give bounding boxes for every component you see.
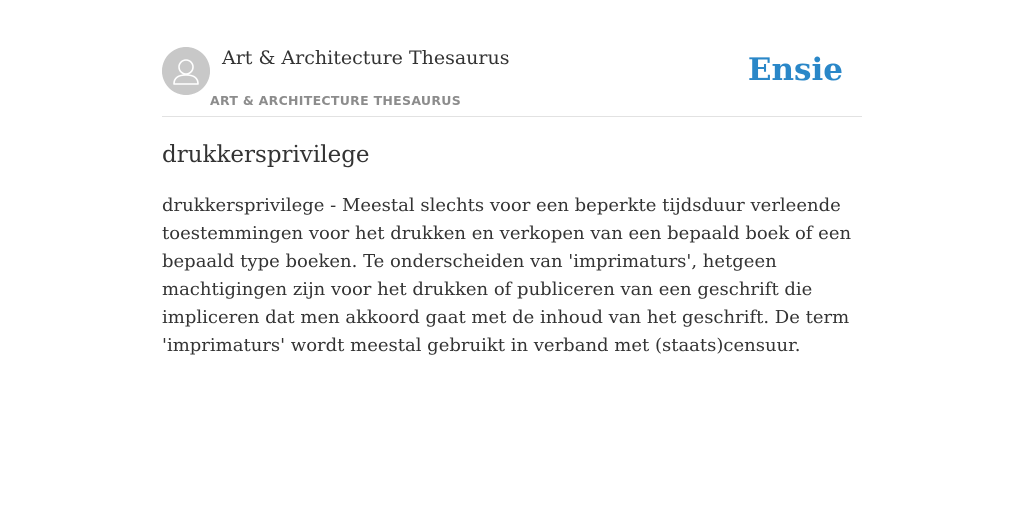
term-title: drukkersprivilege [162, 142, 370, 168]
source-title[interactable]: Art & Architecture Thesaurus [222, 47, 510, 69]
term-definition: drukkersprivilege - Meestal slechts voor een beperkte tijdsduur verleende toestemmingen voor het drukken en verkopen van een bepaald boek of een bepaald type boeken. Te onderscheiden van 'imprimaturs', hetgeen machtigingen zijn voor het drukken of publiceren van een geschrift die impliceren dat men akkoord gaat met de inhoud van het geschrift. De term 'imprimaturs' wordt meestal gebruikt in verband met (staats)censuur. [162, 195, 852, 356]
user-placeholder-icon[interactable] [162, 47, 210, 95]
source-header [162, 0, 862, 117]
page-content [162, 0, 862, 356]
ensie-logo[interactable]: Ensie [747, 52, 843, 88]
source-subtitle[interactable]: ART & ARCHITECTURE THESAURUS [210, 93, 462, 108]
